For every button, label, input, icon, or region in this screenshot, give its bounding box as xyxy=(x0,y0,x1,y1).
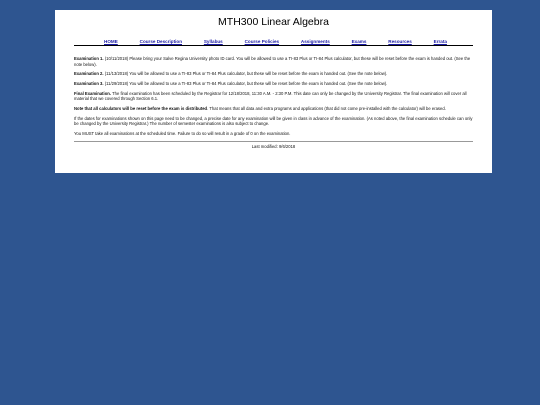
exam-3-paragraph xyxy=(74,81,473,87)
main-panel xyxy=(55,10,492,173)
must-take-notice: You MUST take all examinations at the scheduled time. Failure to do so will result in a grade of 0 on the examination. xyxy=(74,131,291,137)
exam-3-label: Examination 3. xyxy=(74,81,104,87)
nav-bar xyxy=(74,37,473,46)
nav-link-exams[interactable]: Exams xyxy=(351,39,367,44)
exam-1-text: (10/11/2018) Please bring your Salve Regina University photo ID card. You will be allowed to use a TI-83 Plus or TI-84 Plus calculator, but these will be reset before the exam is handed out. (See the note below). xyxy=(74,56,471,67)
nav-link-errata[interactable]: Errata xyxy=(433,39,447,44)
page-title: MTH300 Linear Algebra xyxy=(218,16,329,28)
nav-link-syllabus[interactable]: Syllabus xyxy=(203,39,223,44)
nav-link-course-description[interactable]: Course Description xyxy=(139,39,182,44)
final-exam-label: Final Examination. xyxy=(74,90,111,96)
exam-content xyxy=(74,56,473,137)
final-exam-paragraph xyxy=(74,91,473,102)
last-modified: Last modified: 9/6/2018 xyxy=(251,144,296,150)
exam-2-text: (11/13/2018) You will be allowed to use a TI-83 Plus or TI-84 Plus calculator, but these will be reset before the exam is handed out. (See the note below). xyxy=(103,71,388,77)
footer-divider xyxy=(74,141,473,142)
nav-link-home[interactable]: HOME xyxy=(104,39,118,44)
exam-2-paragraph xyxy=(74,71,473,77)
nav-link-resources[interactable]: Resources xyxy=(388,39,412,44)
calculator-note-label: Note that all calculators will be reset before the exam is distributed xyxy=(74,106,208,112)
exam-1-label: Examination 1. xyxy=(74,56,104,61)
final-exam-text: The final examination has been scheduled by the Registrar for 12/18/2018, 11:30 A.M. - 2:30 P.M. This date can only be changed by the University Registrar. The final examination will cover all material that we covered through Section 6.1. xyxy=(74,90,467,102)
nav-link-assignments[interactable]: Assignments xyxy=(300,39,330,44)
exam-3-text: (11/29/2018) You will be allowed to use a TI-83 Plus or TI-84 Plus calculator, but these will be reset before the exam is handed out. (See the note below). xyxy=(103,81,388,87)
calculator-note-paragraph xyxy=(74,106,473,112)
exam-2-label: Examination 2. xyxy=(74,71,104,77)
exam-1-paragraph xyxy=(74,56,473,67)
dates-notice: If the dates for examinations shown on this page need to be changed, a precise date for any examination will be given in class in advance of the examination. (As noted above, the final examination schedule can only be changed by the University Registrar.) The number of semester examinations is also subject to change. xyxy=(74,115,473,127)
calculator-note-text: . That means that all data and extra programs and applications (that did not come pre-installed with the calculator) will be erased. xyxy=(207,106,446,112)
nav-link-course-policies[interactable]: Course Policies xyxy=(244,39,280,44)
